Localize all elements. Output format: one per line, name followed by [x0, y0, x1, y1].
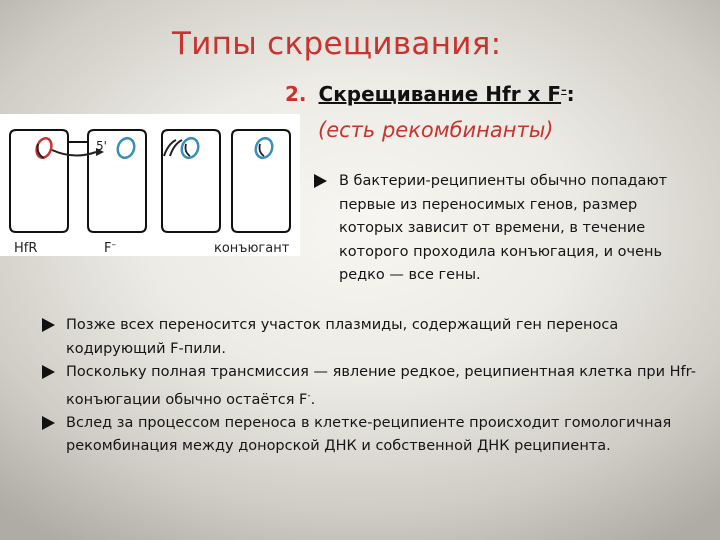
bullet-arrow-icon [42, 365, 55, 379]
conjugation-diagram [0, 114, 300, 256]
recipient-chromosome-1 [115, 136, 137, 160]
bullet-arrow-icon [314, 174, 327, 188]
bottom-bullet-text: Вслед за процессом переноса в клетке-реципиенте происходит гомологичная рекомбинация между донорской ДНК и собственной ДНК реципиента. [66, 414, 672, 455]
slide-title: Типы скрещивания: [172, 26, 502, 62]
f-minus-label-sup: – [111, 240, 116, 250]
recipient-chromosome-2-inner [186, 144, 191, 156]
subtitle [285, 82, 575, 106]
bottom-bullet-text: Поскольку полная трансмиссия — явление редкое, реципиентная клетка при Hfr-конъюгации обычно остаётся F [66, 364, 696, 408]
bottom-bullet-sup: - [307, 390, 311, 401]
bottom-bullet-item [42, 314, 702, 361]
bottom-bullet-tail: . [310, 391, 316, 408]
five-prime-label: 5' [96, 139, 107, 153]
subtitle-text: Скрещивание Hfr x F [318, 82, 562, 106]
bottom-bullet-item [42, 412, 702, 459]
hfr-label: HfR [14, 241, 38, 256]
subtitle-number: 2. [285, 82, 307, 106]
bottom-bullet-text: Позже всех переносится участок плазмиды, содержащий ген переноса кодирующий F-пили. [66, 317, 619, 357]
conjugant-cell [232, 130, 290, 232]
right-bullet-text: В бактерии-реципиенты обычно попадают первые из переносимых генов, размер которых зависит от времени, в течение которого проходила конъюгация, и очень редко — все гены. [339, 173, 668, 283]
f-minus-label-base: F [104, 241, 112, 256]
conjugant-label: конъюгант [214, 241, 290, 256]
f-minus-label [104, 240, 116, 256]
recombinants-note: (есть рекомбинанты) [318, 118, 554, 142]
recombinant-chromosome [253, 136, 275, 160]
right-bullet-item [314, 170, 704, 288]
subtitle-sup: – [561, 83, 567, 97]
dna-transfer-strand [52, 150, 96, 156]
conjugation-diagram-svg [0, 114, 300, 256]
bottom-bullet-list [42, 314, 702, 459]
bullet-arrow-icon [42, 318, 55, 332]
recombinant-chromosome-inner [260, 144, 265, 156]
recipient-chromosome-2 [179, 136, 201, 160]
hfr-cell [10, 130, 68, 232]
subtitle-colon: : [566, 82, 575, 106]
bottom-bullet-item [42, 361, 702, 412]
right-bullet-list [314, 170, 704, 288]
bullet-arrow-icon [42, 416, 55, 430]
